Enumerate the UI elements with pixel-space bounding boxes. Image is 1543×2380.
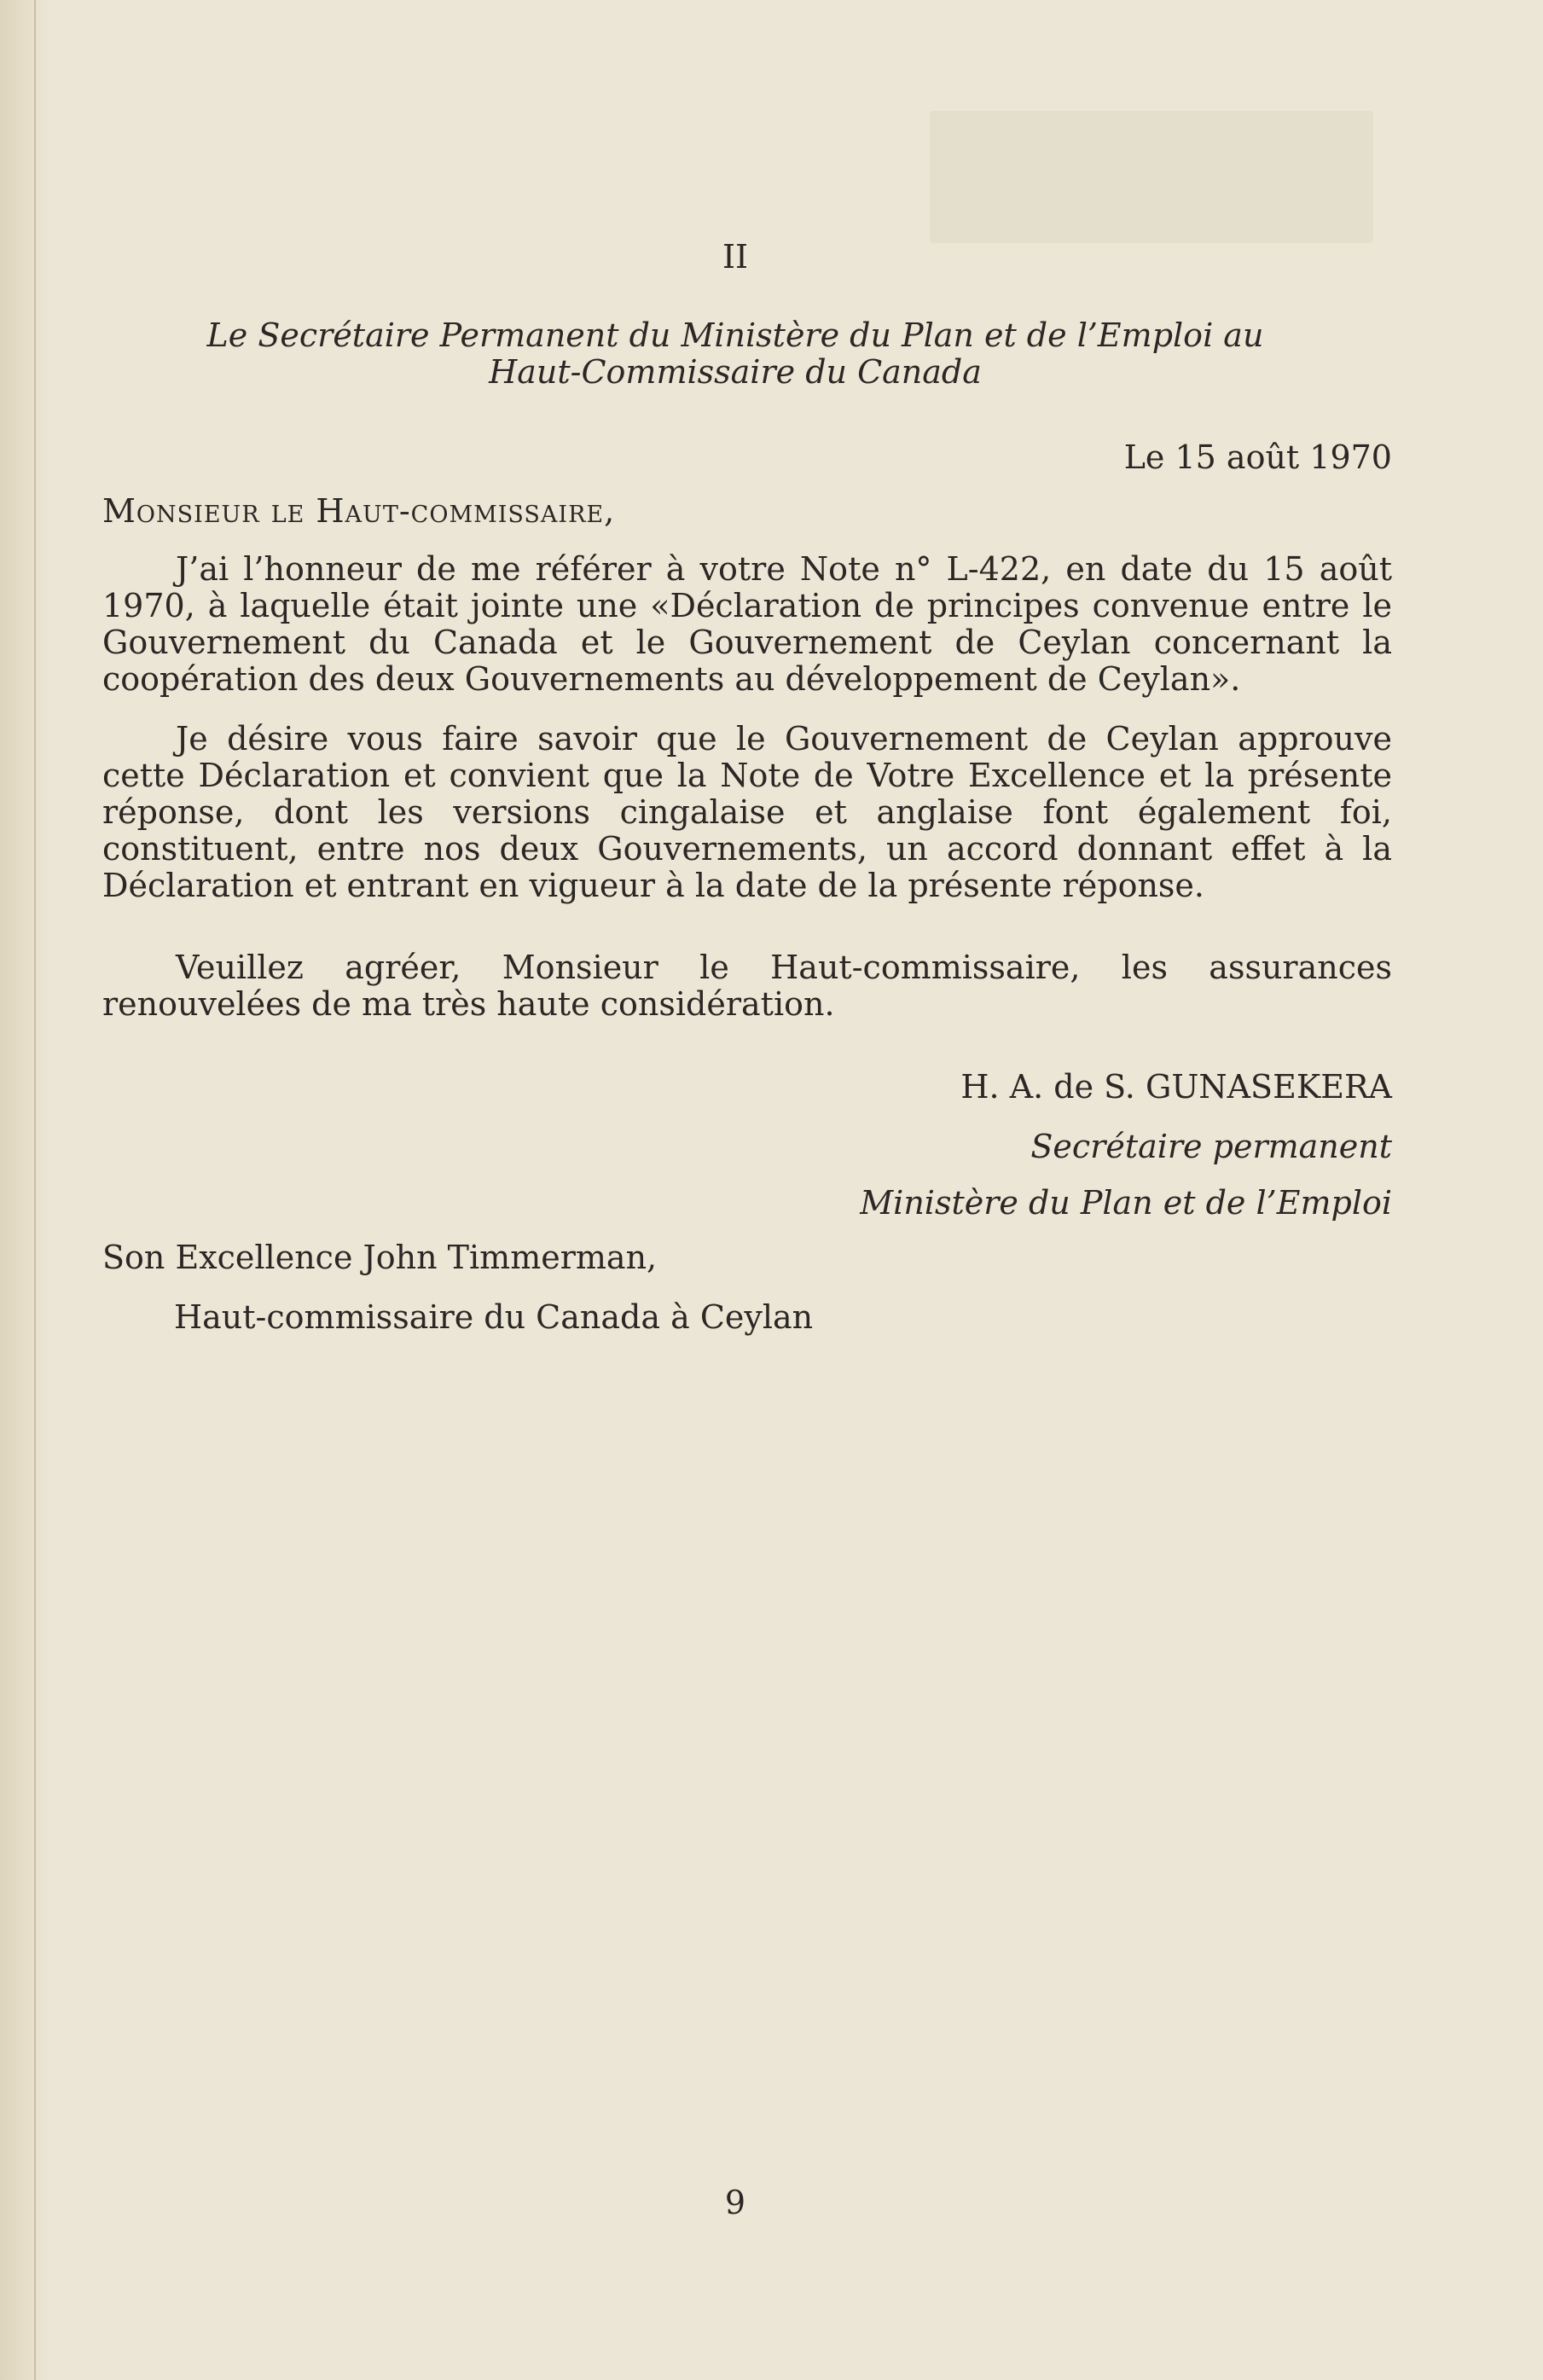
recipient-name: Son Excellence John Timmerman, — [102, 1239, 658, 1276]
page-number: 9 — [724, 2184, 746, 2221]
letter-date: Le 15 août 1970 — [1123, 438, 1392, 476]
paragraph-2: Je désire vous faire savoir que le Gouvernement de Ceylan approuve cette Déclaration et convient que la Note de Votre Excellence et la présente réponse, dont les versions cingalaise et anglaise font également foi, constituent, entre nos deux Gouvernements, un accord donnant effet à la Déclaration et entrant en vigueur à la date de la présente réponse. — [102, 720, 1392, 904]
bleed-through-stamp — [930, 111, 1373, 243]
signatory-title: Secrétaire permanent — [1030, 1128, 1392, 1165]
section-number: II — [722, 238, 749, 276]
salutation: Monsieur le Haut-commissaire, — [102, 492, 616, 530]
signatory-ministry: Ministère du Plan et de l’Emploi — [860, 1184, 1392, 1222]
paragraph-1: J’ai l’honneur de me référer à votre Note n° L-422, en date du 15 août 1970, à laquelle était jointe une «Déclaration de principes convenue entre le Gouvernement du Canada et le Gouvernement de Ceylan concernant la coopération des deux Gouvernements au développement de Ceylan». — [102, 550, 1392, 698]
heading-line-1: Le Secrétaire Permanent du Ministère du Plan et de l’Emploi au — [206, 316, 1264, 354]
paragraph-3: Veuillez agréer, Monsieur le Haut-commissaire, les assurances renouvelées de ma très haute considération. — [102, 949, 1392, 1023]
heading-line-2: Haut-Commissaire du Canada — [489, 353, 982, 391]
recipient-title: Haut-commissaire du Canada à Ceylan — [174, 1298, 814, 1336]
signatory-name: H. A. de S. GUNASEKERA — [960, 1068, 1392, 1106]
